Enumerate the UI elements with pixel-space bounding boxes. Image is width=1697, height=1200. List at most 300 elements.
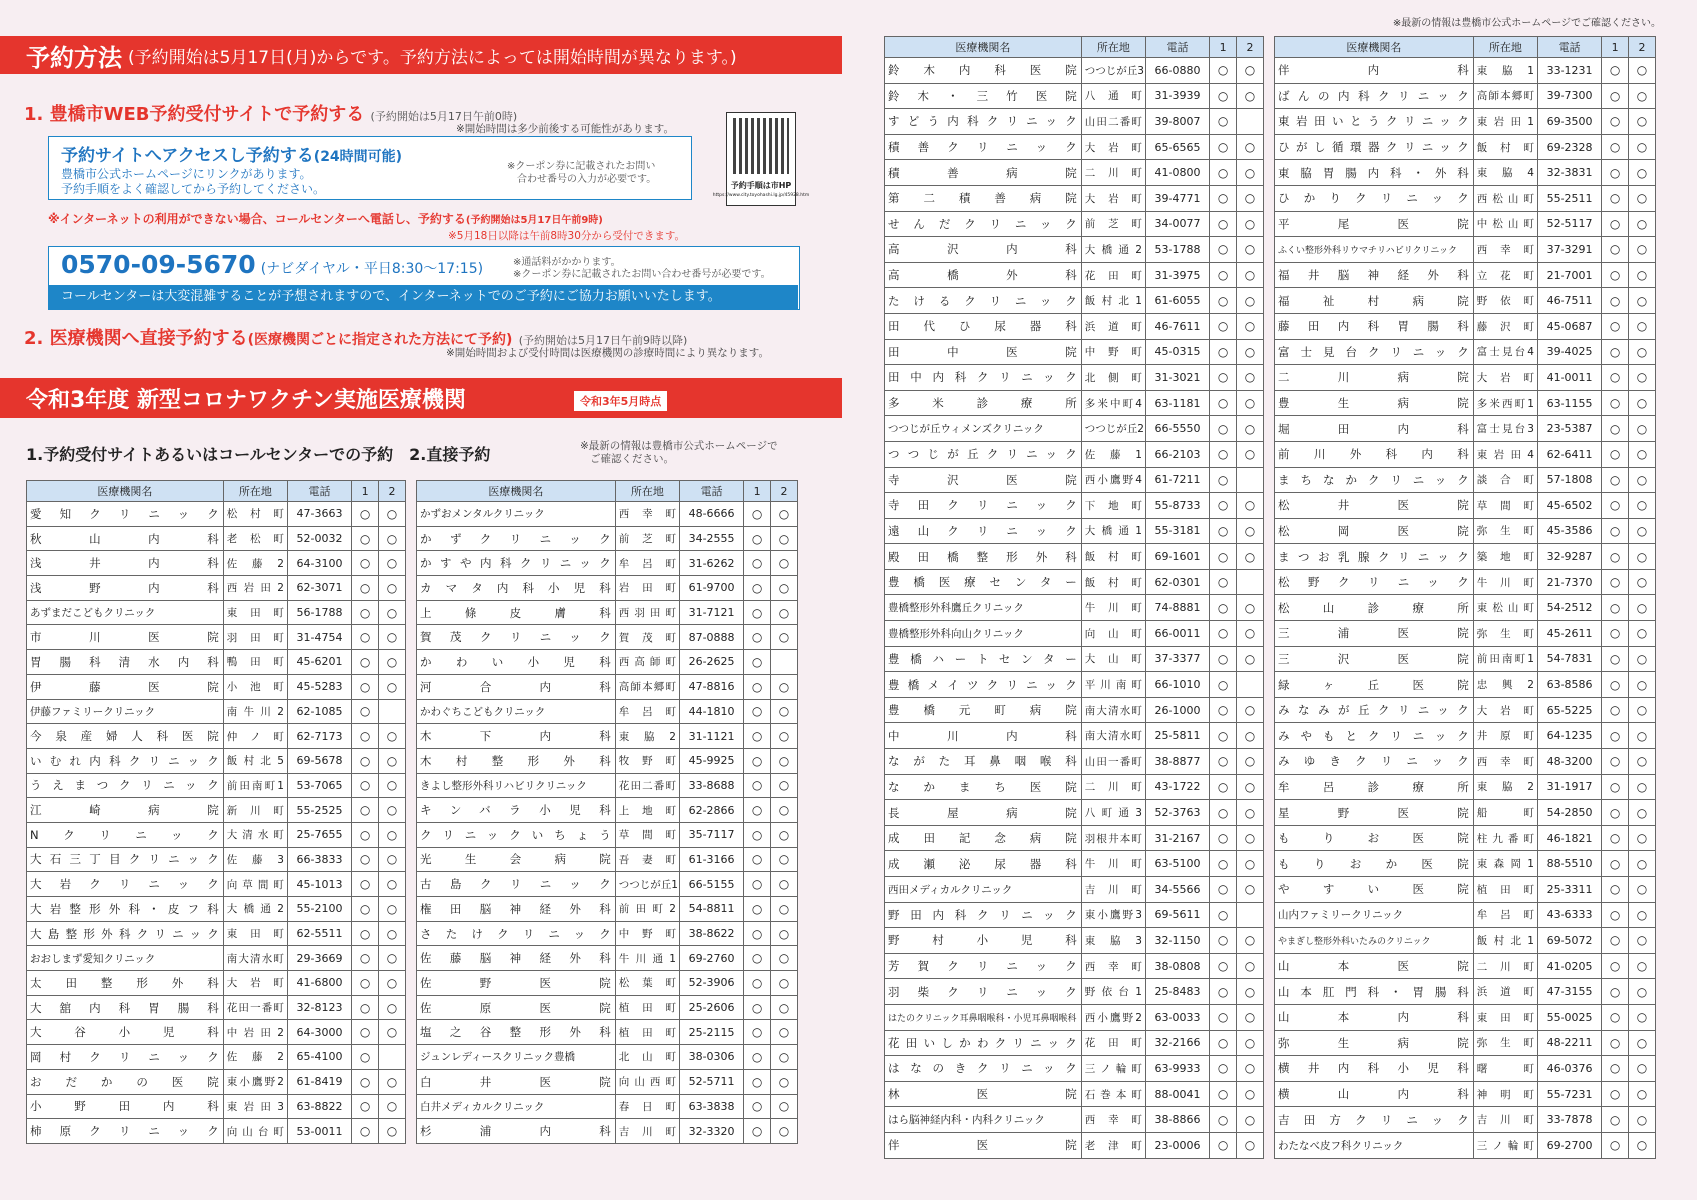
method1-mark: ○ (744, 724, 771, 749)
clinic-phone: 52-5711 (679, 1069, 743, 1094)
clinic-location: 春日町 (615, 1094, 679, 1119)
method2-mark: ○ (771, 551, 798, 576)
clinic-phone: 45-6502 (1537, 493, 1601, 519)
clinic-name: 大島整形外科クリニック (27, 921, 224, 946)
method2-mark: ○ (1237, 365, 1264, 391)
web-note: ※開始時間は多少前後する可能性があります。 (456, 123, 674, 135)
clinic-name: 伊藤医院 (27, 674, 224, 699)
clinic-location: 中松山町 (1473, 211, 1537, 237)
table-row (417, 946, 798, 971)
clinic-location: 鴨田町 (223, 650, 287, 675)
clinic-phone: 34-0077 (1145, 211, 1209, 237)
clinic-phone: 66-2103 (1145, 441, 1209, 467)
method2-mark: ○ (1629, 1004, 1656, 1030)
table-row (885, 877, 1264, 903)
clinic-location: 浜道町 (1081, 313, 1145, 339)
method2-mark: ○ (1237, 160, 1264, 186)
method2-mark: ○ (1629, 1107, 1656, 1133)
clinic-name: せんだクリニック (885, 211, 1082, 237)
table-row (885, 979, 1264, 1005)
table-row (417, 847, 798, 872)
clinic-name: かずクリニック (417, 526, 616, 551)
method2-mark: ○ (771, 674, 798, 699)
call-hours: (ナビダイヤル・平日8:30〜17:15) (260, 261, 484, 277)
clinic-phone: 47-3155 (1537, 979, 1601, 1005)
clinic-name: 福井脳神経外科 (1275, 262, 1474, 288)
method2-mark: ○ (1237, 1056, 1264, 1082)
clinic-name: 佐藤脳神経外科 (417, 946, 616, 971)
clinic-name: 大岩整形外科・皮フ科 (27, 897, 224, 922)
web-box-line2: 予約手順をよく確認してから予約してください。 (61, 182, 326, 196)
clinic-location: 植田町 (615, 995, 679, 1020)
clinic-location: 西幸町 (1473, 237, 1537, 263)
method2-mark: ○ (1237, 211, 1264, 237)
method1-mark: ○ (1210, 441, 1237, 467)
method1-mark: ○ (1602, 928, 1629, 954)
clinic-location: 平川南町 (1081, 672, 1145, 698)
table-row (885, 237, 1264, 263)
method1-mark: ○ (1602, 390, 1629, 416)
table-row (885, 672, 1264, 698)
clinic-name: 成田記念病院 (885, 825, 1082, 851)
table-row (1275, 237, 1656, 263)
method2-mark: ○ (1629, 825, 1656, 851)
clinic-phone: 53-1788 (1145, 237, 1209, 263)
clinic-location: 植田町 (615, 1020, 679, 1045)
clinic-location: 花田町 (1081, 1030, 1145, 1056)
method1-mark: ○ (1602, 877, 1629, 903)
method2-mark: ○ (1629, 390, 1656, 416)
method2-mark: ○ (771, 1069, 798, 1094)
table-row (27, 1069, 406, 1094)
clinic-location: 弥生町 (1473, 518, 1537, 544)
clinic-location: 柱九番町 (1473, 825, 1537, 851)
method1-mark: ○ (744, 847, 771, 872)
method1-mark: ○ (1602, 262, 1629, 288)
clinic-location: 下地町 (1081, 493, 1145, 519)
clinic-location: 北山町 (615, 1045, 679, 1070)
clinic-name: 豊橋整形外科向山クリニック (885, 621, 1082, 647)
clinic-location: 前田町2 (615, 897, 679, 922)
method2-mark: ○ (1237, 1081, 1264, 1107)
table-header-row (885, 37, 1264, 58)
clinic-location: 神明町 (1473, 1081, 1537, 1107)
method2-mark: ○ (1237, 928, 1264, 954)
table-row (885, 109, 1264, 135)
clinic-phone: 47-3663 (287, 502, 351, 527)
method2-mark: ○ (1237, 58, 1264, 84)
method2-mark: ○ (1629, 774, 1656, 800)
header-loc: 所在地 (615, 481, 679, 502)
clinic-location: 東田町 (223, 600, 287, 625)
clinic-phone: 66-3833 (287, 847, 351, 872)
web-box-line1: 豊橋市公式ホームページにリンクがあります。 (61, 167, 312, 181)
clinic-name: 浅井内科 (27, 551, 224, 576)
method1-mark: ○ (352, 773, 379, 798)
clinic-name: みなみが丘クリニック (1275, 697, 1474, 723)
method1-mark: ○ (1602, 1004, 1629, 1030)
clinic-phone: 46-7611 (1145, 313, 1209, 339)
table-row (27, 674, 406, 699)
clinic-phone: 66-0011 (1145, 621, 1209, 647)
web-box-title-note: (24時間可能) (313, 149, 403, 165)
method1-mark: ○ (744, 798, 771, 823)
method2-mark: ○ (379, 773, 406, 798)
method1-mark: ○ (1210, 185, 1237, 211)
header-name: 医療機関名 (885, 37, 1082, 58)
method1-mark: ○ (1602, 211, 1629, 237)
table-row (417, 1094, 798, 1119)
clinic-name: 松山診療所 (1275, 595, 1474, 621)
clinic-name: かわい小児科 (417, 650, 616, 675)
clinic-phone: 32-8123 (287, 995, 351, 1020)
clinic-phone: 45-0687 (1537, 313, 1601, 339)
table-row (885, 621, 1264, 647)
method2-mark: ○ (1237, 774, 1264, 800)
clinic-name: 二川病院 (1275, 365, 1474, 391)
clinic-phone: 32-2166 (1145, 1030, 1209, 1056)
clinic-name: 寺沢医院 (885, 467, 1082, 493)
clinic-location: 松村町 (223, 502, 287, 527)
clinic-location: 東脇3 (1081, 928, 1145, 954)
method1-mark: ○ (352, 921, 379, 946)
clinic-name: 緑ヶ丘医院 (1275, 672, 1474, 698)
clinic-location: 山田一番町 (1081, 749, 1145, 775)
method2-mark: ○ (771, 995, 798, 1020)
method2-mark: ○ (1237, 493, 1264, 519)
clinic-phone: 34-5566 (1145, 877, 1209, 903)
clinic-location: 東田町 (223, 921, 287, 946)
clinic-phone: 32-3831 (1537, 160, 1601, 186)
clinic-phone: 45-0315 (1145, 339, 1209, 365)
method1-mark: ○ (1210, 365, 1237, 391)
clinic-phone: 61-8419 (287, 1069, 351, 1094)
method2-mark (1237, 109, 1264, 135)
as-of-badge: 令和3年5月時点 (574, 391, 667, 411)
internet-note (48, 210, 603, 227)
web-box-title-text: 予約サイトへアクセスし予約する (61, 146, 314, 166)
clinic-phone: 52-3763 (1145, 800, 1209, 826)
method2-mark: ○ (1237, 237, 1264, 263)
method2-mark: ○ (771, 502, 798, 527)
table-row (1275, 1107, 1656, 1133)
clinic-name: おおしまず愛知クリニック (27, 946, 224, 971)
clinic-phone: 62-6411 (1537, 441, 1601, 467)
clinic-name: 木下内科 (417, 724, 616, 749)
web-reservation-box[interactable] (48, 136, 692, 200)
table-row (885, 569, 1264, 595)
clinic-phone: 63-1181 (1145, 390, 1209, 416)
clinic-table-1 (26, 480, 406, 1144)
table-row (885, 339, 1264, 365)
clinic-name: 大舘内科胃腸科 (27, 995, 224, 1020)
clinic-location: 西羽田町 (615, 600, 679, 625)
method2-mark: ○ (1237, 979, 1264, 1005)
clinic-name: 堀田内科 (1275, 416, 1474, 442)
clinic-location: 西幸町 (1473, 749, 1537, 775)
method2-mark: ○ (771, 822, 798, 847)
method1-mark: ○ (1210, 83, 1237, 109)
method1-mark: ○ (1602, 288, 1629, 314)
clinic-name: 松井医院 (1275, 493, 1474, 519)
clinic-phone: 69-2700 (1537, 1132, 1601, 1158)
method2-mark: ○ (1237, 313, 1264, 339)
method2-mark: ○ (1629, 339, 1656, 365)
method2-mark: ○ (771, 773, 798, 798)
table-row (417, 872, 798, 897)
reservation-method-banner (0, 36, 842, 74)
clinic-phone: 69-3500 (1537, 109, 1601, 135)
internet-note-after: ※5月18日以降は午前8時30分から受付できます。 (448, 230, 686, 242)
clinic-location: 飯村北1 (1473, 928, 1537, 954)
clinic-name: 白井メディカルクリニック (417, 1094, 616, 1119)
table-row (885, 953, 1264, 979)
method2-mark: ○ (771, 526, 798, 551)
clinic-phone: 23-5387 (1537, 416, 1601, 442)
table-row (27, 625, 406, 650)
method1-mark: ○ (744, 674, 771, 699)
clinic-location: 吉川町 (1473, 1107, 1537, 1133)
clinic-location: 小池町 (223, 674, 287, 699)
clinic-phone: 62-1085 (287, 699, 351, 724)
method1-mark: ○ (1602, 134, 1629, 160)
clinic-location: 佐藤2 (223, 1045, 287, 1070)
clinic-phone: 21-7370 (1537, 569, 1601, 595)
method2-mark: ○ (1629, 1081, 1656, 1107)
table-row (1275, 672, 1656, 698)
call-number-row (61, 250, 483, 279)
clinic-name: クリニックいちょう (417, 822, 616, 847)
table-row (1275, 723, 1656, 749)
clinic-location: 南大清水町 (223, 946, 287, 971)
clinic-location: 飯村北5 (223, 748, 287, 773)
clinic-name: 三沢医院 (1275, 646, 1474, 672)
table-row (885, 390, 1264, 416)
table-row (27, 724, 406, 749)
method1-mark: ○ (1602, 800, 1629, 826)
method1-mark: ○ (352, 946, 379, 971)
clinic-name: 浅野内科 (27, 576, 224, 601)
clinic-name: 寺田クリニック (885, 493, 1082, 519)
legend-note1: ※最新の情報は豊橋市公式ホームページで (580, 440, 778, 452)
clinic-phone: 31-3021 (1145, 365, 1209, 391)
clinic-name: 福祉村病院 (1275, 288, 1474, 314)
method1-mark: ○ (1602, 774, 1629, 800)
method2-mark: ○ (1629, 877, 1656, 903)
call-number: 0570-09-5670 (61, 250, 256, 279)
method2-mark: ○ (1629, 569, 1656, 595)
method2-mark: ○ (379, 748, 406, 773)
table-row (1275, 544, 1656, 570)
clinic-location: つつじが丘1 (615, 872, 679, 897)
clinic-location: 東脇1 (1473, 58, 1537, 84)
clinic-phone: 38-8877 (1145, 749, 1209, 775)
method2-mark: ○ (1629, 262, 1656, 288)
method1-mark: ○ (352, 551, 379, 576)
table-row (885, 518, 1264, 544)
clinic-phone: 39-4025 (1537, 339, 1601, 365)
clinic-phone: 87-0888 (679, 625, 743, 650)
table-row (885, 185, 1264, 211)
clinic-name: 高沢内科 (885, 237, 1082, 263)
clinic-phone: 62-0301 (1145, 569, 1209, 595)
method2-mark: ○ (771, 1119, 798, 1144)
method1-mark: ○ (1210, 339, 1237, 365)
method1-mark: ○ (744, 1045, 771, 1070)
clinic-location: 大岩町 (1081, 134, 1145, 160)
method1-mark: ○ (1210, 288, 1237, 314)
method1-mark: ○ (352, 625, 379, 650)
table-row (1275, 1030, 1656, 1056)
clinic-location: 花田町 (1081, 262, 1145, 288)
clinic-name: 富士見台クリニック (1275, 339, 1474, 365)
method1-mark: ○ (1210, 313, 1237, 339)
method1-mark: ○ (744, 502, 771, 527)
clinic-phone: 88-5510 (1537, 851, 1601, 877)
clinic-phone: 63-9933 (1145, 1056, 1209, 1082)
method1-mark: ○ (1602, 902, 1629, 928)
clinic-name: ひかりクリニック (1275, 185, 1474, 211)
clinic-location: 牟呂町 (1473, 902, 1537, 928)
method1-mark: ○ (352, 1094, 379, 1119)
clinic-phone: 61-6055 (1145, 288, 1209, 314)
method1-mark: ○ (1210, 160, 1237, 186)
clinic-phone: 39-4771 (1145, 185, 1209, 211)
clinic-phone: 47-8816 (679, 674, 743, 699)
clinic-location: 大岩町 (223, 971, 287, 996)
clinic-location: 富士見台3 (1473, 416, 1537, 442)
clinic-name: みやもとクリニック (1275, 723, 1474, 749)
method1-mark: ○ (1210, 109, 1237, 135)
table-row (27, 971, 406, 996)
clinic-name: 野田内科クリニック (885, 902, 1082, 928)
clinic-name: 伴内科 (1275, 58, 1474, 84)
table-row (1275, 211, 1656, 237)
method1-mark: ○ (1602, 621, 1629, 647)
method1-mark: ○ (1210, 851, 1237, 877)
table-row (885, 1107, 1264, 1133)
clinic-name: かすや内科クリニック (417, 551, 616, 576)
clinic-location: 東岩田1 (1473, 109, 1537, 135)
clinic-name: 牟呂診療所 (1275, 774, 1474, 800)
clinic-name: 胃腸科清水内科 (27, 650, 224, 675)
method2-mark: ○ (1237, 800, 1264, 826)
method2-mark: ○ (1237, 185, 1264, 211)
clinic-name: Nクリニック (27, 822, 224, 847)
table-row (27, 872, 406, 897)
method1-mark: ○ (1602, 544, 1629, 570)
clinic-phone: 64-1235 (1537, 723, 1601, 749)
method2-mark: ○ (1629, 1056, 1656, 1082)
table-row (1275, 493, 1656, 519)
method2-mark: ○ (771, 1020, 798, 1045)
header-tel: 電話 (287, 481, 351, 502)
clinic-name: 河合内科 (417, 674, 616, 699)
method1-mark: ○ (1602, 441, 1629, 467)
method1-mark: ○ (1210, 544, 1237, 570)
method2-mark: ○ (1237, 749, 1264, 775)
header-c2: 2 (1237, 37, 1264, 58)
method1-mark: ○ (1602, 1132, 1629, 1158)
clinic-location: 東小鷹野3 (1081, 902, 1145, 928)
clinic-location: 大山町 (1081, 646, 1145, 672)
table-row (885, 723, 1264, 749)
clinic-location: 中野町 (615, 921, 679, 946)
table-row (417, 502, 798, 527)
method2-mark: ○ (1237, 544, 1264, 570)
clinic-name: 山本肛門科・胃腸科 (1275, 979, 1474, 1005)
table-row (1275, 928, 1656, 954)
method1-mark: ○ (1210, 621, 1237, 647)
clinic-name: ひがし循環器クリニック (1275, 134, 1474, 160)
method2-mark: ○ (771, 798, 798, 823)
table-row (417, 995, 798, 1020)
clinic-location: 弥生町 (1473, 621, 1537, 647)
method2-mark: ○ (1237, 134, 1264, 160)
clinic-location: 二川町 (1473, 953, 1537, 979)
method2-mark (379, 699, 406, 724)
clinic-name: 賀茂クリニック (417, 625, 616, 650)
internet-note-text: ※インターネットの利用ができない場合、コールセンターへ電話し、予約する (48, 212, 466, 226)
clinic-phone: 25-8483 (1145, 979, 1209, 1005)
clinic-location: 富士見台4 (1473, 339, 1537, 365)
clinic-phone: 41-0011 (1537, 365, 1601, 391)
clinic-name: 吉田方クリニック (1275, 1107, 1474, 1133)
clinic-phone: 54-2850 (1537, 800, 1601, 826)
method1-mark: ○ (352, 724, 379, 749)
method1-mark: ○ (1602, 185, 1629, 211)
method1-mark: ○ (1210, 1107, 1237, 1133)
clinic-location: 野依町 (1473, 288, 1537, 314)
web-box-note1: ※クーポン券に記載されたお問い (507, 161, 656, 172)
method1-mark: ○ (1602, 953, 1629, 979)
method2-mark: ○ (379, 502, 406, 527)
method1-mark: ○ (1602, 416, 1629, 442)
direct-note: ※開始時間および受付時間は医療機関の診療時間により異なります。 (446, 347, 769, 359)
clinic-phone: 45-6201 (287, 650, 351, 675)
header-tel: 電話 (1145, 37, 1209, 58)
clinic-phone: 65-5225 (1537, 697, 1601, 723)
table-row (1275, 1004, 1656, 1030)
clinic-location: 牟呂町 (615, 699, 679, 724)
clinic-name: 白井医院 (417, 1069, 616, 1094)
clinic-name: 小野田内科 (27, 1094, 224, 1119)
method1-mark: ○ (352, 650, 379, 675)
clinic-phone: 38-8622 (679, 921, 743, 946)
method1-mark: ○ (1210, 1081, 1237, 1107)
reservation-method-subtitle: (予約開始は5月17日(月)からです。予約方法によっては開始時間が異なります。) (128, 47, 737, 68)
clinic-name: 佐野医院 (417, 971, 616, 996)
call-center-box[interactable] (48, 246, 800, 310)
method2-mark: ○ (1629, 1132, 1656, 1158)
method2-mark: ○ (379, 650, 406, 675)
clinic-location: 大岩町 (1473, 365, 1537, 391)
clinic-location: 向山台町 (223, 1119, 287, 1144)
qr-code-panel[interactable] (712, 112, 810, 206)
qr-code-icon (733, 118, 789, 174)
table-row (885, 851, 1264, 877)
table-row (885, 134, 1264, 160)
table-row (1275, 851, 1656, 877)
clinic-phone: 45-5283 (287, 674, 351, 699)
method2-mark: ○ (379, 798, 406, 823)
clinic-location: 忠興2 (1473, 672, 1537, 698)
clinic-phone: 26-1000 (1145, 697, 1209, 723)
method2-mark: ○ (1629, 595, 1656, 621)
method1-mark: ○ (744, 995, 771, 1020)
clinic-location: 八町通3 (1081, 800, 1145, 826)
clinic-name: 田代ひ尿器科 (885, 313, 1082, 339)
